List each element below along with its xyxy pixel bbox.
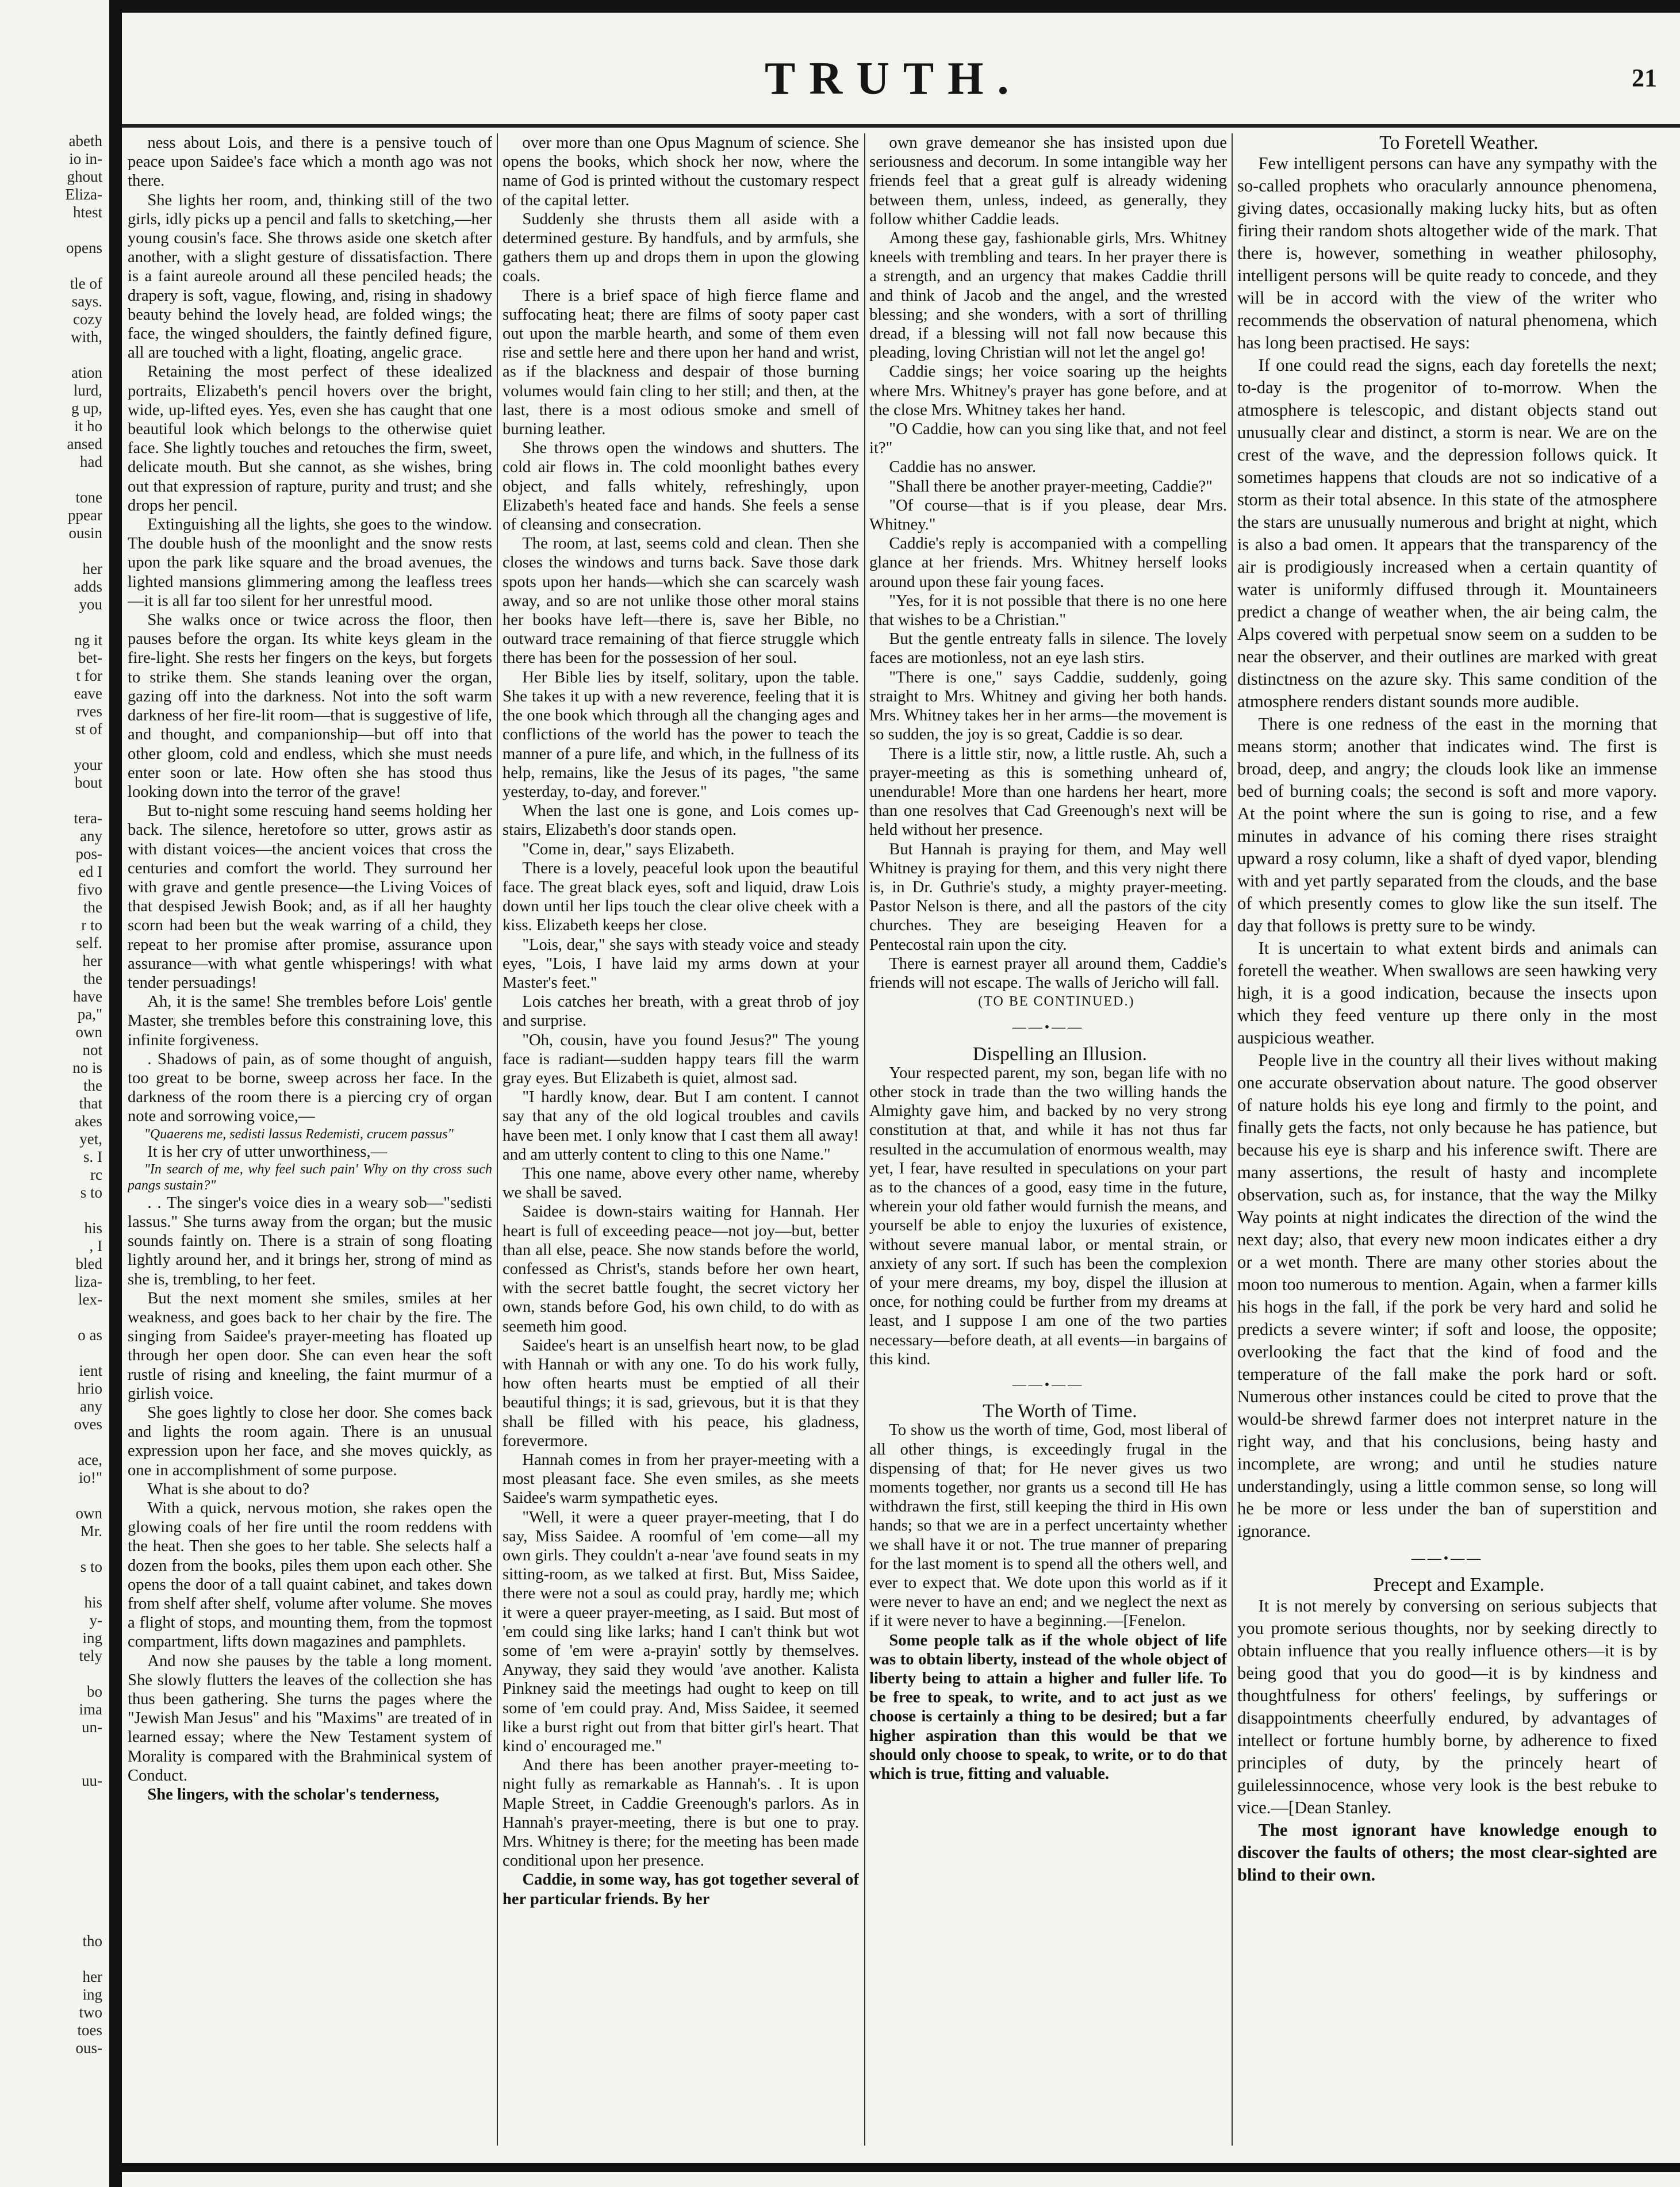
paragraph: Some people talk as if the whole object of life was to obtain liberty, instead of the whole object of liberty being to attain a higher and fuller life. To be free to speak, to write, and to act just as we choose is certainly a thing to be desired; but a far higher aspiration than this would be that we should only choose to speak, to write, or to do that which is true, fitting and valuable. bbox=[869, 1631, 1227, 1783]
margin-fragment bbox=[0, 221, 102, 239]
margin-fragment: you bbox=[79, 596, 102, 613]
column-divider bbox=[497, 133, 498, 2146]
margin-fragment: ation bbox=[71, 364, 102, 381]
paragraph: . Shadows of pain, as of some thought of anguish, too great to be borne, sweep across her face. In the darkness of the room there is a piercing cry of organ note and sorrowing voice,— bbox=[128, 1050, 492, 1126]
column-2 bbox=[503, 133, 859, 2151]
bottom-border bbox=[109, 2163, 1680, 2172]
margin-fragment bbox=[0, 1790, 102, 1808]
margin-fragment: bo bbox=[87, 1683, 102, 1700]
separator-rule: ——•—— bbox=[1411, 1551, 1483, 1567]
paragraph: "Yes, for it is not possible that there is no one here that wishes to be a Christian." bbox=[869, 592, 1227, 630]
margin-fragment: tely bbox=[79, 1647, 102, 1664]
margin-fragment: her bbox=[82, 1968, 102, 1985]
margin-fragment: two bbox=[79, 2004, 102, 2021]
margin-fragment: Mr. bbox=[80, 1522, 102, 1540]
paragraph: "Of course—that is if you please, dear Mrs. Whitney." bbox=[869, 496, 1227, 534]
paragraph: There is one redness of the east in the morning that means storm; another that indicates wind. The first is broad, deep, and angry; the clouds look like an immense bed of burning coals; the second is soft and more vapory. At the point where the sun is going to rise, and a few minutes in advance of his coming there rises straight upward a rosy column, like a shaft of dyed vapor, blending with and yet partly separated from the clouds, and the base of which presently comes to glow like the sun itself. The day that follows is pretty sure to be windy. bbox=[1237, 714, 1657, 936]
margin-fragment: abeth bbox=[68, 132, 102, 149]
margin-fragment: had bbox=[80, 453, 102, 470]
margin-fragment: ing bbox=[82, 1986, 102, 2003]
paragraph: "Lois, dear," she says with steady voice and steady eyes, "Lois, I have laid my arms down at your Master's feet." bbox=[503, 935, 859, 992]
margin-fragment: liza- bbox=[75, 1273, 102, 1290]
margin-fragment bbox=[0, 1808, 102, 1825]
margin-fragment: cozy bbox=[73, 310, 102, 328]
binding-edge bbox=[109, 0, 122, 2187]
paragraph: People live in the country all their lives without making one accurate observation about nature. The good observer of nature holds his eye long and firmly to the point, and finally gets the facts, not only because he has patience, but because his eye is sharp and his inference swift. There are many assertions, the result of hasty and incomplete observation, such as, for instance, that the way the Milky Way points at night indicates the direction of the wind the next day; also, that every new moon indicates either a dry or a wet month. There are many other stories about the moon too numerous to mention. Again, when a farmer kills his hogs in the fall, if the pork be very hard and solid he predicts a severe winter; if soft and loose, the opposite; overlooking the fact that the kind of food and the temperature of the fall make the pork hard or soft. Numerous other instances could be cited to prove that the would-be shrewd farmer does not interpret nature in the right way, and that his conclusions, being hasty and incomplete, are wrong; and until he studies nature understandingly, using a little common sense, so long will he be more or less under the ban of superstition and ignorance. bbox=[1237, 1050, 1657, 1541]
paragraph: But to-night some rescuing hand seems holding her back. The silence, heretofore so utter, grows astir as with distant voices—the ancient voices that cross the centuries and comfort the world. They surround her with grave and gentle presence—the Living Voices of that despised Jewish Book; and, as if all her haughty scorn had been but the weak warring of a child, they repeat to her promise after promise, assurance upon assurance—with what gentle whisperings! with what tender persuadings! bbox=[128, 802, 492, 992]
margin-fragment: uu- bbox=[82, 1772, 102, 1789]
margin-fragment bbox=[0, 1576, 102, 1594]
margin-fragment: own bbox=[75, 1505, 102, 1522]
margin-fragment: pos- bbox=[75, 845, 102, 862]
margin-fragment: y- bbox=[89, 1612, 102, 1629]
margin-fragment: Eliza- bbox=[65, 186, 102, 203]
cropped-margin-text bbox=[0, 132, 102, 2144]
margin-fragment: with, bbox=[71, 328, 102, 346]
paragraph: It is her cry of utter unworthiness,— bbox=[147, 1142, 388, 1161]
paragraph: "Come in, dear," says Elizabeth. bbox=[522, 840, 735, 858]
page-number: 21 bbox=[1632, 64, 1657, 92]
margin-fragment: opens bbox=[66, 239, 102, 256]
paragraph: Few intelligent persons can have any sympathy with the so-called prophets who oracularly announce phenomena, giving dates, occasionally making lucky hits, but as often firing their random shots altogether wide of the mark. That there is, however, something in weather philosophy, intelligent persons will be quite ready to concede, and they will be in accord with the view of the writer who recommends the observation of natural phenomena, which has long been practised. He says: bbox=[1237, 154, 1657, 353]
paragraph: The room, at last, seems cold and clean. Then she closes the windows and turns back. Save those dark spots upon her hands—which she can scarcely wash away, and so are not unlike those other moral stains her books have left—there is, save her Bible, no outward trace remaining of that fierce struggle which there has been for the possession of her soul. bbox=[503, 535, 859, 667]
margin-fragment bbox=[0, 1309, 102, 1326]
margin-fragment: bled bbox=[75, 1255, 102, 1272]
margin-fragment: not bbox=[82, 1041, 102, 1058]
margin-fragment bbox=[0, 1540, 102, 1558]
top-border bbox=[109, 0, 1680, 13]
margin-fragment bbox=[0, 257, 102, 275]
margin-fragment: fivo bbox=[77, 881, 102, 898]
margin-fragment bbox=[0, 1861, 102, 1879]
paragraph: Among these gay, fashionable girls, Mrs. Whitney kneels with trembling and tears. In her prayer there is a strength, and an urgency that makes Caddie thrill and think of Jacob and the angel, and the wrested blessing; and she wonders, with a sort of thrilling dread, if a blessing will not fall now because this pleading, loving Christian will not let the angel go! bbox=[869, 229, 1227, 362]
margin-fragment: that bbox=[79, 1095, 102, 1112]
verse-quote: "Quaerens me, sedisti lassus Redemisti, crucem passus" bbox=[144, 1126, 454, 1142]
margin-fragment: own bbox=[75, 1023, 102, 1041]
margin-fragment bbox=[0, 542, 102, 560]
margin-fragment: rc bbox=[90, 1166, 102, 1183]
margin-fragment bbox=[0, 1879, 102, 1897]
column-3 bbox=[869, 133, 1227, 2151]
margin-fragment: ng it bbox=[74, 631, 102, 649]
margin-fragment: no is bbox=[72, 1059, 102, 1076]
continued-note: (TO BE CONTINUED.) bbox=[978, 994, 1135, 1010]
margin-fragment: tho bbox=[82, 1932, 102, 1950]
paragraph: Lois catches her breath, with a great throb of joy and surprise. bbox=[503, 993, 859, 1030]
paragraph: She lights her room, and, thinking still of the two girls, idly picks up a pencil and falls to sketching,—her young cousin's face. She throws aside one sketch after another, with a slight gesture of dissatisfaction. There is a faint aureole around all these penciled heads; the drapery is soft, vague, flowing, and, rising in shadowy beauty behind the lovely head, are folded wings; the face, the winged shoulders, the faintly defined figure, all are touched with a light, floating, angelic grace. bbox=[128, 191, 492, 362]
paragraph: With a quick, nervous motion, she rakes open the glowing coals of her fire until the room reddens with the heat. Then she goes to her table. She selects half a dozen from the books, piles them upon each other. She opens the door of a tall quaint cabinet, and takes down from shelf after shelf, volume after volume. She moves a flight of stops, and mounting them, from the topmost compartment, lifts down magazines and pamphlets. bbox=[128, 1499, 492, 1651]
margin-fragment: bet- bbox=[78, 649, 102, 666]
margin-fragment: rves bbox=[76, 703, 102, 720]
margin-fragment: io in- bbox=[69, 150, 102, 167]
margin-fragment: , I bbox=[89, 1237, 102, 1254]
paragraph: She lingers, with the scholar's tenderness, bbox=[147, 1786, 439, 1804]
margin-fragment: your bbox=[74, 756, 102, 773]
paragraph: Caddie has no answer. bbox=[889, 458, 1037, 477]
paragraph: over more than one Opus Magnum of science. She opens the books, which shock her now, where the name of God is printed without the customary respect of the capital letter. bbox=[503, 134, 859, 209]
margin-fragment: htest bbox=[73, 204, 102, 221]
margin-fragment: t for bbox=[76, 667, 102, 684]
paragraph: "There is one," says Caddie, suddenly, going straight to Mrs. Whitney and giving her both hands. Mrs. Whitney takes her in her arms—the movement is so sudden, the joy is so great, Caddie is so dear. bbox=[869, 668, 1227, 744]
margin-fragment: her bbox=[82, 560, 102, 577]
margin-fragment: tle of bbox=[70, 275, 102, 292]
margin-fragment bbox=[0, 1825, 102, 1843]
margin-fragment: ppear bbox=[68, 507, 102, 524]
margin-fragment: r to bbox=[81, 916, 102, 934]
article-heading: Dispelling an Illusion. bbox=[972, 1043, 1147, 1065]
margin-fragment: his bbox=[84, 1219, 102, 1237]
margin-fragment: any bbox=[80, 827, 102, 845]
separator-rule: ——•—— bbox=[1012, 1378, 1084, 1392]
margin-fragment bbox=[0, 613, 102, 631]
margin-fragment: io!" bbox=[78, 1469, 102, 1486]
paragraph: What is she about to do? bbox=[147, 1480, 310, 1498]
column-1 bbox=[128, 133, 492, 2151]
paragraph: Saidee is down-stairs waiting for Hannah. Her heart is full of exceeding peace—not joy—but, better than all else, peace. She now stands before the world, confessed as Christ's, stands before her own heart, with the secret battle fought, the secret victory her own, stands before God, his own child, to do with as seemeth him good. bbox=[503, 1203, 859, 1336]
paragraph: But Hannah is praying for them, and May well Whitney is praying for them, and this very night there is, in Dr. Guthrie's study, a mighty prayer-meeting. Pastor Nelson is there, and all the pastors of the city churches. They are beseiging Heaven for a Pentecostal rain upon the city. bbox=[869, 840, 1227, 954]
margin-fragment: ed I bbox=[78, 863, 102, 880]
paragraph: If one could read the signs, each day foretells the next; to-day is the progenitor of to-morrow. When the atmosphere is telescopic, and distant objects stand out unusually clear and distinct, a storm is near. We are on the crest of the wave, and the depression follows quick. It sometimes happens that clouds are not so indicative of a storm as their total absence. In this state of the atmosphere the stars are unusually numerous and bright at night, which is also a bad omen. It appears that the transparency of the air is prodigiously increased when a certain quantity of water is uniformly diffused through it. Mountaineers predict a change of weather when, the air being calm, the Alps covered with perpetual snow seem on a sudden to be near the observer, and their outlines are marked with great distinctness on the azure sky. This same condition of the atmosphere renders distant sounds more audible. bbox=[1237, 355, 1657, 712]
margin-fragment: ghout bbox=[67, 168, 102, 185]
margin-fragment: tera- bbox=[74, 809, 102, 827]
margin-fragment bbox=[0, 1487, 102, 1505]
margin-fragment: the bbox=[83, 1077, 102, 1094]
margin-fragment: hrio bbox=[77, 1380, 102, 1397]
margin-fragment: ace, bbox=[78, 1451, 102, 1468]
margin-fragment bbox=[0, 738, 102, 756]
margin-fragment: self. bbox=[76, 934, 102, 951]
paragraph: The most ignorant have knowledge enough to discover the faults of others; the most clear-sighted are blind to their own. bbox=[1237, 1820, 1657, 1885]
paragraph: It is uncertain to what extent birds and animals can foretell the weather. When swallows are seen hawking very high, it is a good indication, because the insects upon which they feed venture up there only in the most auspicious weather. bbox=[1237, 938, 1657, 1048]
paragraph: There is a little stir, now, a little rustle. Ah, such a prayer-meeting as this is something unheard of, unendurable! More than one hardens her heart, more than one resolves that Cad Greenough's next will be held without her presence. bbox=[869, 745, 1227, 839]
paragraph: Extinguishing all the lights, she goes to the window. The double hush of the moonlight and the snow rests upon the park like square and the broad avenues, the lighted mansions glimmering among the leafless trees—it is all far too silent for her unrestful mood. bbox=[128, 516, 492, 610]
margin-fragment: lurd, bbox=[73, 382, 102, 399]
margin-fragment bbox=[0, 1433, 102, 1451]
margin-fragment: his bbox=[84, 1594, 102, 1611]
margin-fragment bbox=[0, 792, 102, 809]
paragraph: When the last one is gone, and Lois comes up-stairs, Elizabeth's door stands open. bbox=[503, 802, 859, 839]
paragraph: But the gentle entreaty falls in silence. The lovely faces are motionless, not an eye lash stirs. bbox=[869, 630, 1227, 667]
margin-fragment: st of bbox=[75, 720, 102, 738]
margin-fragment: o as bbox=[78, 1326, 102, 1344]
column-divider bbox=[1232, 133, 1233, 2146]
paragraph: There is a lovely, peaceful look upon the beautiful face. The great black eyes, soft and liquid, draw Lois down until her lips touch the clear olive cheek with a kiss. Elizabeth keeps her close. bbox=[503, 859, 859, 935]
margin-fragment: ousin bbox=[68, 524, 102, 542]
margin-fragment: oves bbox=[74, 1415, 102, 1433]
paragraph: Suddenly she thrusts them all aside with a determined gesture. By handfuls, and by armfuls, she gathers them up and drops them in upon the glowing coals. bbox=[503, 210, 859, 286]
paragraph: own grave demeanor she has insisted upon due seriousness and decorum. In some intangible way her friends feel that a great gulf is already widening between them, unless, indeed, as generally, they follow whither Caddie leads. bbox=[869, 134, 1227, 228]
margin-fragment: it ho bbox=[74, 417, 102, 435]
margin-fragment: s to bbox=[80, 1558, 102, 1575]
paragraph: And now she pauses by the table a long moment. She slowly flutters the leaves of the collection she has thus been gathering. She turns the pages where the "Jewish Man Jesus" and his "Maxims" are treated of in learned essay; where the New Testament system of Morality is compared with the Brahminical system of Conduct. bbox=[128, 1652, 492, 1785]
margin-fragment: s to bbox=[80, 1184, 102, 1201]
margin-fragment: the bbox=[83, 899, 102, 916]
masthead-title: TRUTH. bbox=[765, 53, 1023, 104]
margin-fragment: toes bbox=[77, 2021, 102, 2039]
margin-fragment: lex- bbox=[78, 1291, 102, 1308]
margin-fragment: s. I bbox=[83, 1148, 102, 1165]
margin-fragment: tone bbox=[75, 489, 102, 506]
paragraph: Saidee's heart is an unselfish heart now, to be glad with Hannah or with any one. To do his work fully, how often hearts must be emptied of all their beautiful things; it is sad, grievous, but it is that they shall be filled with his peace, his gladness, forevermore. bbox=[503, 1336, 859, 1450]
paragraph: "Shall there be another prayer-meeting, Caddie?" bbox=[889, 477, 1213, 496]
paragraph: "O Caddie, how can you sing like that, and not feel it?" bbox=[869, 420, 1227, 458]
article-heading: To Foretell Weather. bbox=[1379, 133, 1539, 154]
paragraph: But the next moment she smiles, smiles at her weakness, and goes back to her chair by the fire. The singing from Saidee's prayer-meeting has floated up through her open door. She can even hear the soft rustle of rising and kneeling, the faint murmur of a girlish voice. bbox=[128, 1289, 492, 1403]
margin-fragment bbox=[0, 1754, 102, 1772]
margin-fragment: ient bbox=[79, 1362, 102, 1379]
margin-fragment: have bbox=[73, 988, 102, 1005]
paragraph: "Oh, cousin, have you found Jesus?" The young face is radiant—sudden happy tears fill the warm gray eyes. But Elizabeth is quiet, almost sad. bbox=[503, 1031, 859, 1087]
margin-fragment bbox=[0, 1665, 102, 1683]
paragraph: Caddie's reply is accompanied with a compelling glance at her friends. Mrs. Whitney herself looks around upon these fair young faces. bbox=[869, 535, 1227, 591]
paragraph: Hannah comes in from her prayer-meeting with a most pleasant face. She even smiles, as she meets Saidee's warm sympathetic eyes. bbox=[503, 1451, 859, 1507]
margin-fragment: ima bbox=[79, 1701, 102, 1718]
margin-fragment: akes bbox=[75, 1112, 102, 1130]
paragraph: There is earnest prayer all around them, Caddie's friends will not escape. The walls of Jericho will fall. bbox=[869, 954, 1227, 992]
paragraph: To show us the worth of time, God, most liberal of all other things, is exceedingly frugal in the dispensing of that; for He never gives us two moments together, nor grants us a second till He has withdrawn the first, still keeping the third in His own hands; so that we are in a perfect uncertainty whether we shall have it or not. The true manner of preparing for the last moment is to spend all the others well, and ever to expect that. We dote upon this world as if it were never to have an end; and we neglect the next as if it were never to have a beginning.—[Fenelon. bbox=[869, 1421, 1227, 1630]
verse-quote: "In search of me, why feel such pain' Why on thy cross such pangs sustain?" bbox=[128, 1161, 492, 1193]
paragraph: ness about Lois, and there is a pensive touch of peace upon Saidee's face which a month ago was not there. bbox=[128, 134, 492, 190]
paragraph: She walks once or twice across the floor, then pauses before the organ. Its white keys gleam in the fire-light. She rests her fingers on the keys, but forgets to strike them. She stands leaning over the organ, gazing off into the darkness. Not into the soft warm darkness of her fire-lit room—that is suggestive of life, and thought, and companionship—but off into that other gloom, cold and endless, which she must needs enter soon or late. How often she has stood thus looking down into the terror of the grave! bbox=[128, 611, 492, 801]
margin-fragment: un- bbox=[82, 1718, 102, 1736]
paragraph: There is a brief space of high fierce flame and suffocating heat; there are films of sooty paper cast out upon the marble hearth, and some of them even rise and settle here and there upon her hand and wrist, as if the blackness and despair of those burning volumes would fain cling to her still; and then, at the last, there is a most odious smoke and smell of burning leather. bbox=[503, 286, 859, 439]
margin-fragment: ansed bbox=[67, 435, 102, 452]
paragraph: This one name, above every other name, whereby we shall be saved. bbox=[503, 1164, 859, 1202]
margin-fragment: adds bbox=[74, 578, 102, 595]
header-rule bbox=[122, 124, 1680, 128]
margin-fragment: eave bbox=[74, 685, 102, 702]
paragraph: "Well, it were a queer prayer-meeting, that I do say, Miss Saidee. A roomful of 'em come—all my own girls. They couldn't a-near 'ave found seats in my sitting-room, as we talked at first. But, Miss Saidee, there were not a soul as could pray, hardly me; which it were a queer prayer-meeting, as I said. But most of 'em could sing like larks; hand I can't think but wot some of 'em were a-prayin' sottly by themselves. Anyway, they said they would 'ave another. Kalista Pinkney said the meetings had ought to keep on till some of 'em could pray. And, Miss Saidee, it seemed like a burst right out from that bitter girl's heart. That kind o' encouraged me." bbox=[503, 1508, 859, 1756]
margin-fragment bbox=[0, 1843, 102, 1861]
margin-fragment bbox=[0, 471, 102, 489]
paragraph: Caddie sings; her voice soaring up the heights where Mrs. Whitney's prayer has gone before, and at the close Mrs. Whitney takes her hand. bbox=[869, 363, 1227, 419]
paragraph: . . The singer's voice dies in a weary sob—"sedisti lassus." She turns away from the organ; but the music sounds faintly on. There is a strain of song floating lightly around her, and it brings her, strong of mind as she is, trembling, to her feet. bbox=[128, 1194, 492, 1288]
margin-fragment: ing bbox=[82, 1629, 102, 1647]
paragraph: Her Bible lies by itself, solitary, upon the table. She takes it up with a new reverence, feeling that it is the one book which through all the changing ages and conflictions of the world has the power to teach the manner of a pure life, and which, in the fullness of its help, remains, like the Jesus of its pages, "the same yesterday, to-day, and forever." bbox=[503, 668, 859, 801]
margin-fragment bbox=[0, 1344, 102, 1362]
column-4 bbox=[1237, 133, 1657, 2151]
margin-fragment: g up, bbox=[71, 400, 102, 417]
margin-fragment bbox=[0, 1897, 102, 1914]
article-heading: The Worth of Time. bbox=[983, 1401, 1137, 1422]
margin-fragment: says. bbox=[71, 293, 102, 310]
paragraph: "I hardly know, dear. But I am content. I cannot say that any of the old logical troubles and cavils have been met. I only know that I cast them all away! and am utterly content to cling to this one Name." bbox=[503, 1088, 859, 1164]
margin-fragment: ous- bbox=[75, 2039, 102, 2056]
margin-fragment: the bbox=[83, 970, 102, 987]
paragraph: Your respected parent, my son, began life with no other stock in trade than the two willing hands the Almighty gave him, and backed by no very strong constitution at that, and while it has not thus far resulted in the accumulation of enormous wealth, may yet, I fear, have resulted in speculations on your part as to the chances of a good, easy time in the future, wherein your old father would furnish the means, and yourself be able to enjoy the luxuries of existence, without severe manual labor, or mental strain, or anxiety of any sort. If such has been the complexion of your mere dreams, my boy, dispel the illusion at once, for nothing could be further from my dreams at least, and I suppose I am one of the two parties necessary—before death, at all events—in bargains of this kind. bbox=[869, 1064, 1227, 1368]
separator-rule: ——•—— bbox=[1012, 1020, 1084, 1035]
margin-fragment: bout bbox=[74, 774, 102, 791]
margin-fragment bbox=[0, 1914, 102, 1932]
margin-fragment bbox=[0, 1950, 102, 1968]
paragraph: She goes lightly to close her door. She comes back and lights the room again. There is an unusual expression upon her face, and she moves quickly, as one in accomplishment of some purpose. bbox=[128, 1404, 492, 1479]
column-divider bbox=[864, 133, 865, 2146]
margin-fragment: any bbox=[80, 1398, 102, 1415]
margin-fragment: her bbox=[82, 952, 102, 969]
paragraph: Caddie, in some way, has got together several of her particular friends. By her bbox=[503, 1871, 859, 1908]
paragraph: She throws open the windows and shutters. The cold air flows in. The cold moonlight bathes every object, and falls whitely, refreshingly, upon Elizabeth's heated face and hands. She feels a sense of cleansing and consecration. bbox=[503, 439, 859, 534]
paragraph: Ah, it is the same! She trembles before Lois' gentle Master, she trembles before this constraining love, this infinite forgiveness. bbox=[128, 993, 492, 1049]
margin-fragment bbox=[0, 346, 102, 364]
margin-fragment bbox=[0, 1736, 102, 1754]
paragraph: Retaining the most perfect of these idealized portraits, Elizabeth's pencil hovers over the bright, wide, up-lifted eyes. Yes, even she has caught that one beautiful look which belongs to the otherwise quiet face. She lightly touches and retouches the firm, sweet, delicate mouth. But she cannot, as she wishes, bring out that expression of rapture, purity and trust; and she drops her pencil. bbox=[128, 363, 492, 515]
margin-fragment bbox=[0, 1202, 102, 1219]
paragraph: It is not merely by conversing on serious subjects that you promote serious thoughts, nor by seeking directly to obtain influence that you really influence others—it is by being good that you do good—it is by kindness and thoughtfulness for others' feelings, by sufferings or disappointments cheerfully endured, by advantages of intellect or fortune humbly borne, by adherence to fixed principles of duty, by the princely heart of guilelessinnocence, whose very look is the best rebuke to vice.—[Dean Stanley. bbox=[1237, 1595, 1657, 1817]
article-heading: Precept and Example. bbox=[1373, 1574, 1545, 1596]
paragraph: And there has been another prayer-meeting to-night fully as remarkable as Hannah's. . It is upon Maple Street, in Caddie Greenough's parlors. As in Hannah's prayer-meeting, there is but one to pray. Mrs. Whitney is there; for the meeting has been made conditional upon her presence. bbox=[503, 1756, 859, 1870]
margin-fragment: pa," bbox=[77, 1006, 102, 1023]
margin-fragment: yet, bbox=[79, 1130, 102, 1148]
